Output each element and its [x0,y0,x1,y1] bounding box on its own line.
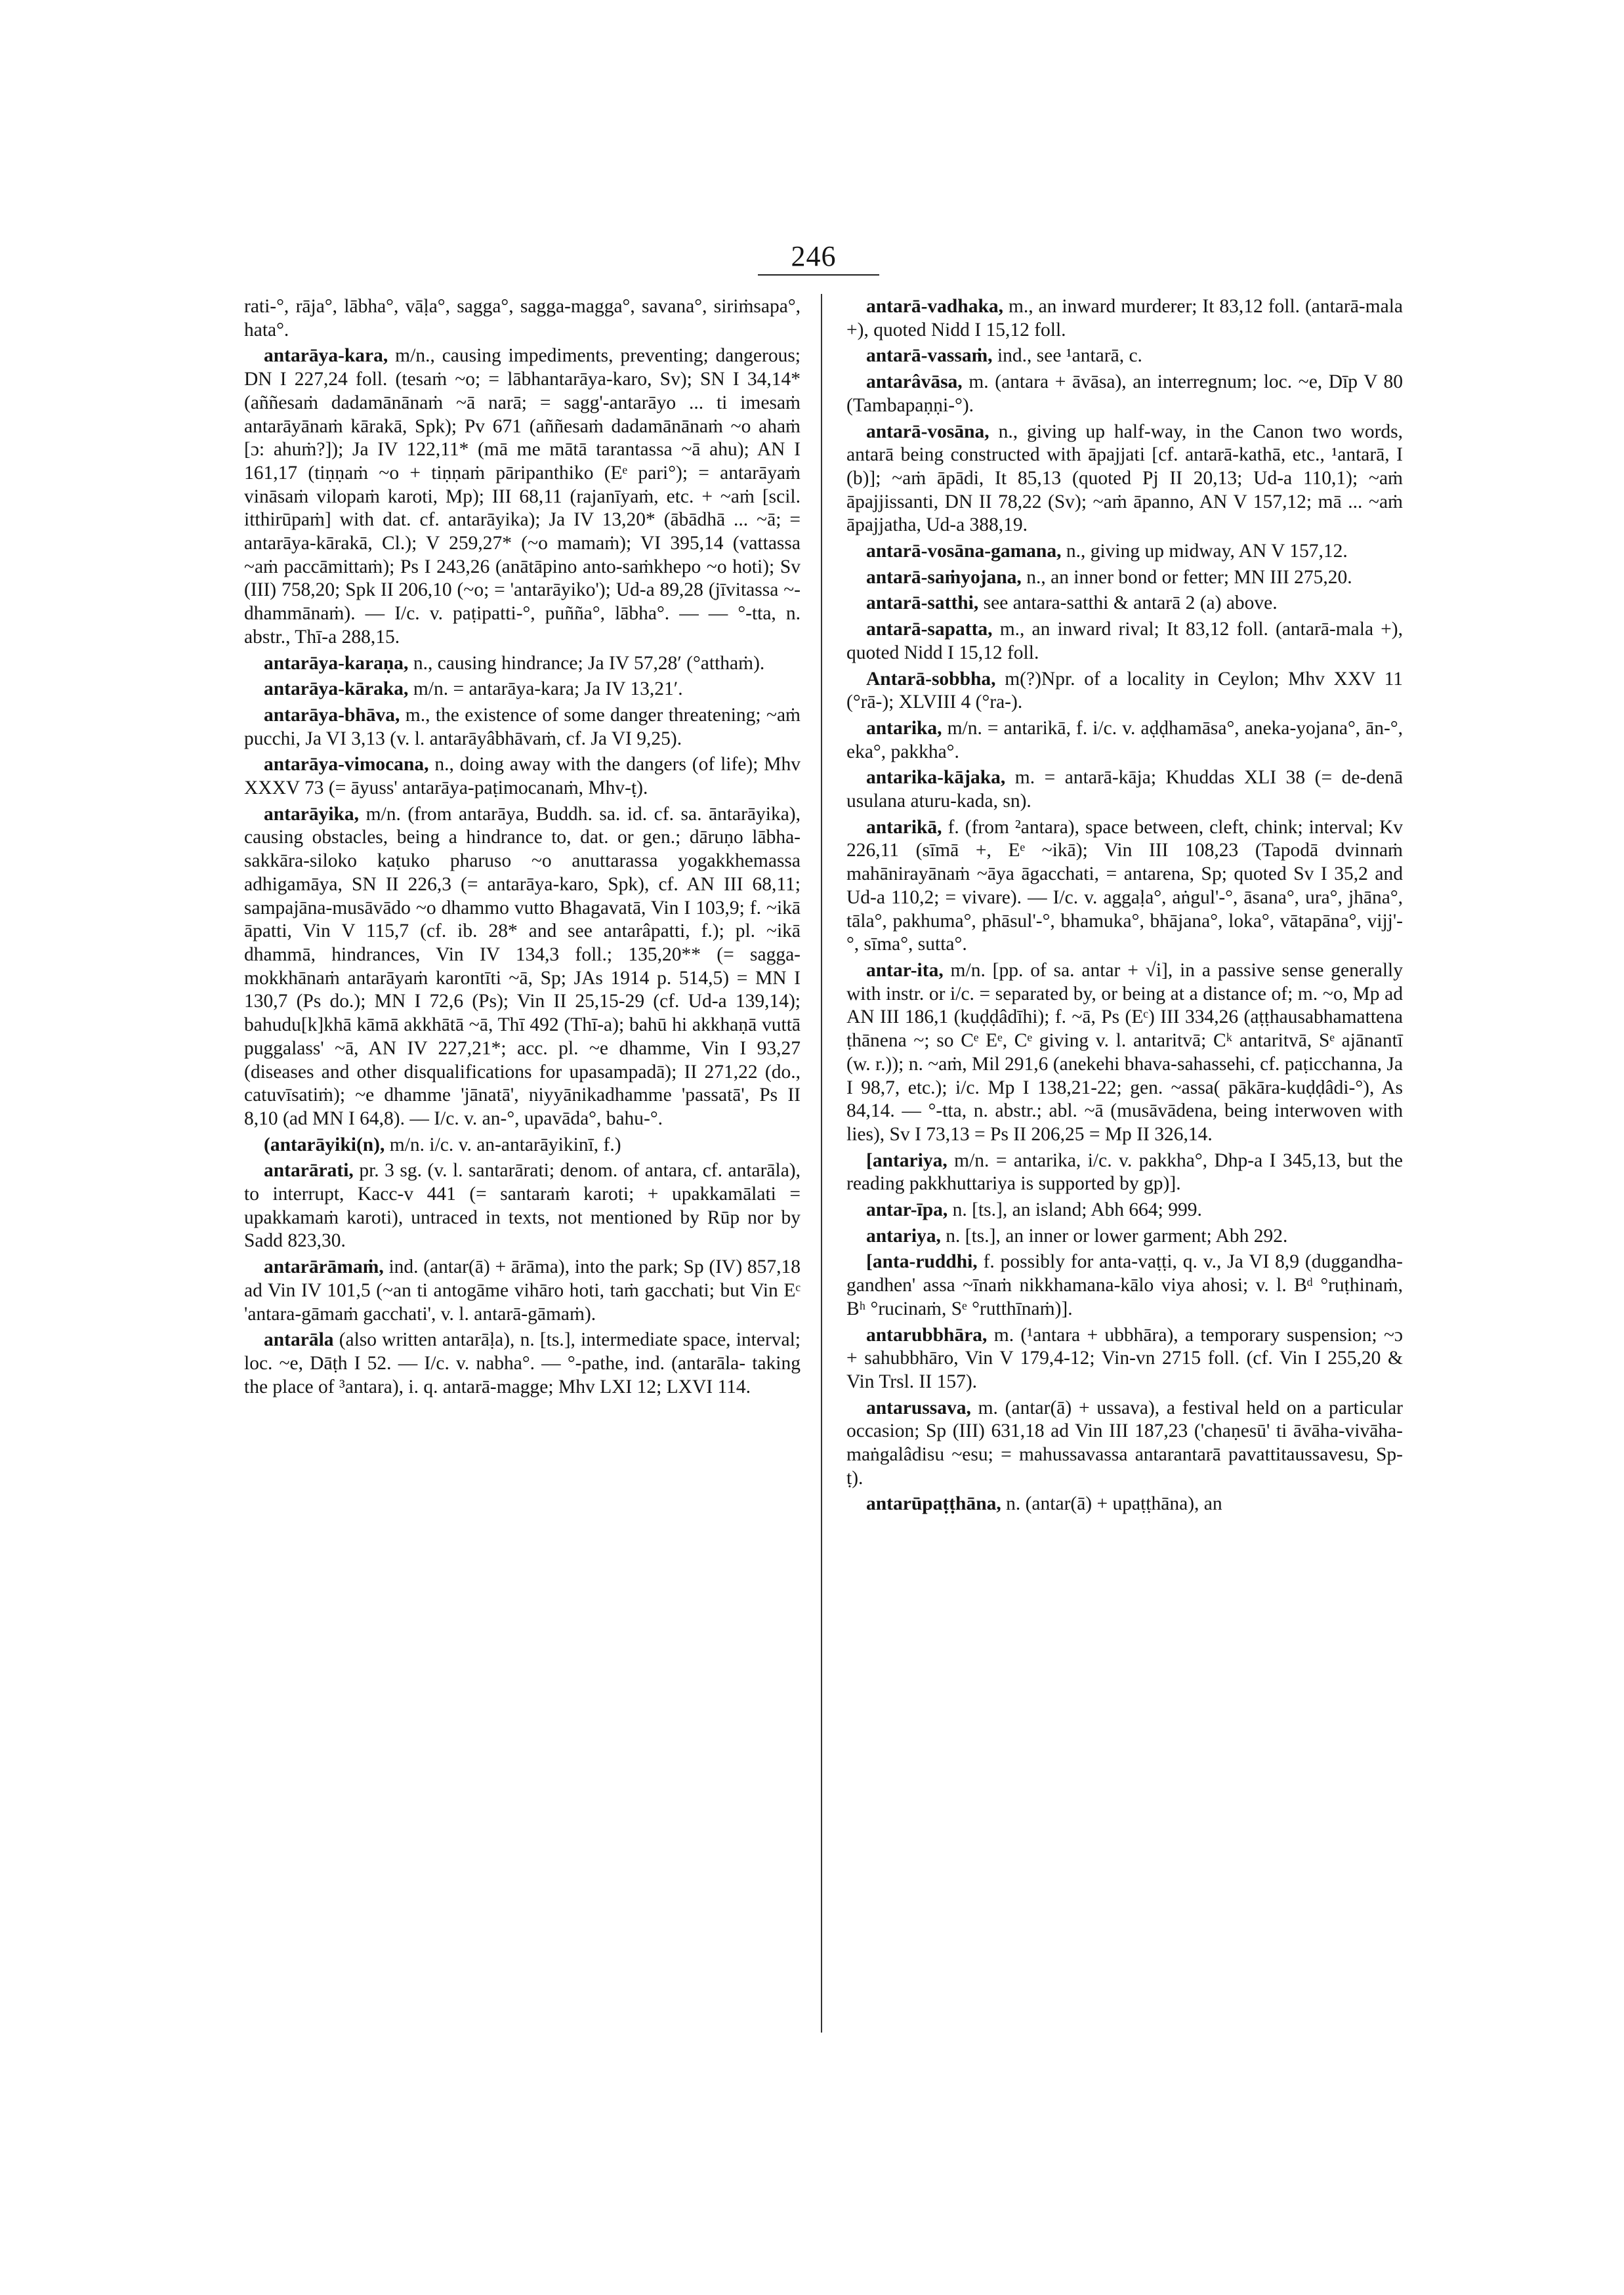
dictionary-entry-antara-vosana [846,421,1403,538]
dictionary-entry-antara-satthi [846,592,1403,615]
left-column [244,295,801,1401]
dictionary-entry-antaraya-karana [244,652,801,676]
header-rule [758,274,879,276]
entry-definition: m/n. [pp. of sa. antar + √i], in a passive sense generally with instr. or i/c. = separated by, or being at a distance of; m. ~o, Mp ad AN III 186,1 (kuḍḍâdīhi); f. ~ā, Ps (Eᶜ) III 334,26 (aṭṭhausabhamattena ṭhānena ~; so Cᵉ Eᵉ, Cᵉ giving v. l. antaritvā; Cᵏ antaritvā, Sᵉ ajānantī (w. r.)); n. ~aṁ, Mil 291,6 (anekehi bhava-sahassehi, cf. paṭicchanna, Ja I 98,7, etc.); i/c. Mp I 138,21-22; gen. ~assa( pākāra-kuḍḍâdi-°), As 84,14. — °-tta, n. abstr.; abl. ~ā (musāvādena, being interwoven with lies), Sv I 73,13 = Ps II 206,25 = Mp II 326,14. [846,959,1403,1145]
dictionary-entry-antaraya-kara [244,344,801,649]
dictionary-entry-antara-vosana-gamana [846,540,1403,564]
entry-headword: antarā-vosāna-gamana, [866,541,1062,562]
entry-headword: antar-īpa, [866,1199,948,1221]
dictionary-entry-antaraya-vimocana [244,753,801,800]
entry-headword: antarâvāsa, [866,371,963,393]
dictionary-entry-antarussava [846,1397,1403,1491]
entry-headword: antarāya-karaṇa, [264,652,409,674]
entry-headword: antarika-kājaka, [866,767,1006,789]
entry-definition: ind. (antar(ā) + ārāma), into the park; Sp (IV) 857,18 ad Vin IV 101,5 (~an ti antogāme vihāro hoti, taṁ gacchati; but Vin Eᶜ 'antara-gāmaṁ gacchati', v. l. antarā-gāmaṁ). [244,1256,801,1325]
entry-headword: Antarā-sobbha, [866,668,996,690]
entry-definition: n., giving up half-way, in the Canon two words, antarā being constructed with āpajjati [cf. antarā-kathā, etc., ¹antarā, I (b)]; ~aṁ āpādi, It 85,13 (quoted Pj II 20,13; Ud-a 110,1); ~aṁ āpajjissanti, DN II 78,22 (Sv); ~aṁ āpanno, AN V 157,12; mā ... ~aṁ āpajjatha, Ud-a 388,19. [846,421,1403,536]
entry-definition: m(?)Npr. of a locality in Ceylon; Mhv XXV 11 (°rā-); XLVIII 4 (°ra-). [846,668,1403,713]
entry-definition: m., an inward rival; It 83,12 foll. (antarā-mala +), quoted Nidd I 15,12 foll. [846,619,1403,663]
dictionary-entry-antar-ipa [846,1199,1403,1222]
entry-headword: antarāya-vimocana, [264,754,429,775]
entry-headword: (antarāyiki(n), [264,1134,385,1155]
entry-headword: antarārati, [264,1160,354,1182]
dictionary-entry-antarupatthana [846,1493,1403,1516]
dictionary-entry-antariya-n [846,1225,1403,1249]
dictionary-entry-antara-sobbha [846,668,1403,714]
entry-headword: antarāyika, [264,803,360,825]
entry-headword: antarubbhāra, [866,1324,988,1346]
entry-headword: antarāya-kara, [264,345,388,367]
dictionary-entry-antarubbhara [846,1324,1403,1394]
entry-definition: pr. 3 sg. (v. l. santarārati; denom. of antara, cf. antarāla), to interrupt, Kacc-v 441 (= santaraṁ karoti; + upakkamālati = upakkamaṁ karoti), untraced in texts, not mentioned by Rūp nor by Sadd 823,30. [244,1160,801,1252]
dictionary-entry-antarika [846,717,1403,764]
entry-headword: antarā-satthi, [866,592,979,614]
entry-definition: n., an inner bond or fetter; MN III 275,20. [1026,566,1352,588]
entry-definition: n., causing hindrance; Ja IV 57,28′ (°atthaṁ). [413,652,765,674]
entry-definition: m. (¹antara + ubbhāra), a temporary suspension; ~ɔ + sahubbhāro, Vin V 179,4-12; Vin-vn 2715 foll. (cf. Vin I 255,20 & Vin Trsl. II 157). [846,1324,1404,1392]
dictionary-entry-antara-samyojana [846,566,1403,590]
dictionary-entry-antarika-kajaka [846,766,1403,813]
entry-definition: m/n. = antarāya-kara; Ja IV 13,21′. [413,678,683,700]
dictionary-entry-antarala [244,1329,801,1399]
dictionary-entry-antaravasa [846,371,1403,417]
dictionary-entry-antarika-f [846,816,1403,957]
column-divider [821,294,822,2033]
entry-definition: m/n. = antarikā, f. i/c. v. aḍḍhamāsa°, aneka-yojana°, ān-°, eka°, pakkha°. [846,717,1403,762]
entry-headword: antarikā, [866,816,942,838]
entry-definition: (also written antarāḷa), n. [ts.], intermediate space, interval; loc. ~e, Dāṭh I 52. — I/c. v. nabha°. — °-pathe, ind. (antarāla- taking the place of ³antara), i. q. antarā-magge; Mhv LXI 12; LXVI 114. [244,1329,801,1397]
entry-definition: rati-°, rāja°, lābha°, vāḷa°, sagga°, sagga-magga°, savana°, siriṁsapa°, hata°. [244,296,801,341]
dictionary-entry-antara-vadhaka [846,295,1403,342]
entry-headword: antarārāmaṁ, [264,1256,384,1278]
entry-headword: antarā-saṁyojana, [866,566,1022,588]
entry-headword: antarā-vosāna, [866,421,989,442]
entry-definition: m., an inward murderer; It 83,12 foll. (antarā-mala +), quoted Nidd I 15,12 foll. [846,296,1403,341]
entry-definition: n. [ts.], an inner or lower garment; Abh 292. [946,1225,1288,1247]
entry-headword: antarā-vassaṁ, [866,345,993,367]
entry-definition: m/n. i/c. v. an-antarāyikinī, f.) [389,1134,621,1155]
entry-definition: m. = antarā-kāja; Khuddas XLI 38 (= de-denā usulana aturu-kada, sn). [846,767,1403,812]
entry-definition: m. (antar(ā) + ussava), a festival held on a particular occasion; Sp (III) 631,18 ad Vin III 187,23 ('chaṇesū' ti āvāha-vivāha-maṅgalâdisu ~esu; = mahussavassa antarantarā pavattitaussavesu, Sp-ṭ). [846,1397,1404,1489]
entry-headword: antarāya-bhāva, [264,704,400,726]
entry-definition: m/n., causing impediments, preventing; dangerous; DN I 227,24 foll. (tesaṁ ~o; = lābhantarāya-karo, Sv); SN I 34,14* (aññesaṁ dadamānānaṁ ~ā narā; = sagg'-antarāyo ... ti imesaṁ antarāyānaṁ kārakā, Spk); Pv 671 (aññesaṁ dadamānānaṁ ~o ahaṁ [ɔ: ahuṁ?]); Ja IV 122,11* (mā me mātā tarantassa ~ā ahu); AN I 161,17 (tiṇṇaṁ ~o + tiṇṇaṁ pāripanthiko (Eᵉ pari°); = antarāyaṁ vināsaṁ vilopaṁ karoti, Mp); III 68,11 (rajanīyaṁ, etc. + ~aṁ [scil. itthirūpaṁ] with dat. cf. antarāyika); Ja IV 13,20* (ābādhā ... ~ā; = antarāya-kārakā, Cl.); V 259,27* (~o mamaṁ); VI 395,14 (vattassa ~aṁ paccāmittaṁ); Ps I 243,26 (anātāpino anto-saṁkhepo ~o hoti); Sv (III) 758,20; Spk II 206,10 (~o; = 'antarāyiko'); Ud-a 89,28 (jīvitassa ~-dhammānaṁ). — I/c. v. paṭipatti-°, puñña°, lābha°. — — °-tta, n. abstr., Thī-a 288,15. [244,345,801,648]
entry-definition: see antara-satthi & antarā 2 (a) above. [983,592,1278,614]
entry-definition: f. (from ²antara), space between, cleft, chink; interval; Kv 226,11 (sīmā +, Eᵉ ~ikā); Vin III 108,23 (Tapodā dvinnaṁ mahānirayānaṁ ~āya āgacchati, = antarena, Sp; quoted Sv I 35,2 and Ud-a 110,2; = vivare). — I/c. v. aggaḷa°, aṅgul'-°, āsana°, ura°, jhāna°, tāla°, pakhuma°, phāsul'-°, bhamuka°, bhājana°, loka°, vātapāna°, vijj'-°, sīma°, sutta°. [846,816,1403,955]
entry-headword: antarūpaṭṭhāna, [866,1493,1001,1515]
entry-headword: antarussava, [866,1397,971,1418]
dictionary-entry-antariya-bracket [846,1149,1403,1196]
entry-headword: antariya, [866,1225,941,1247]
entry-headword: antarā-sapatta, [866,619,993,640]
entry-headword: antarāya-kāraka, [264,678,409,700]
entry-definition: m/n. (from antarāya, Buddh. sa. id. cf. sa. āntarāyika), causing obstacles, being a hindrance to, dat. or gen.; dāruṇo lābha-sakkāra-siloko kaṭuko pharuso ~o anuttarassa yogakkhemassa adhigamāya, SN II 226,3 (= antarāya-karo, Spk), cf. AN III 68,11; sampajāna-musāvādo ~o dhammo vutto Bhagavatā, Vin I 103,9; f. ~ikā āpatti, Vin V 115,7 (cf. ib. 28* and see antarâpatti, f.); pl. ~ikā dhammā, hindrances, Vin IV 134,3 foll.; 135,20** (= sagga-mokkhānaṁ antarāyaṁ karontīti ~ā, Sp; JAs 1914 p. 514,5) = MN I 130,7 (Ps do.); MN I 72,6 (Ps); Vin II 25,15-29 (cf. Ud-a 139,14); bahudu[k]khā kāmā akkhātā ~ā, Thī 492 (Thī-a); bahū hi akkhaṇā vuttā puggalass' ~ā, AN IV 227,21*; acc. pl. ~e dhamme, Vin I 93,27 (diseases and other disqualifications for upasampadā); II 271,22 (do., catuvīsatiṁ); ~e dhamme 'jānatā', niyyānikadhamme 'passatā', Ps II 8,10 (ad MN I 64,8). — I/c. v. an-°, upavāda°, bahu-°. [244,803,801,1129]
dictionary-entry-antara-vassam [846,344,1403,368]
dictionary-entry-antararati [244,1159,801,1253]
dictionary-entry-antarayikin [244,1134,801,1157]
entry-definition: n., giving up midway, AN V 157,12. [1066,541,1348,562]
entry-headword: antarā-vadhaka, [866,296,1003,317]
dictionary-entry-antara-sapatta [846,618,1403,665]
entry-definition: ind., see ¹antarā, c. [997,345,1142,367]
dictionary-entry-antaraya-bhava [244,704,801,751]
entry-definition: m. (antara + āvāsa), an interregnum; loc. ~e, Dīp V 80 (Tambapaṇṇi-°). [846,371,1404,416]
entry-definition: n. [ts.], an island; Abh 664; 999. [952,1199,1202,1221]
dictionary-entry-antar-ita [846,959,1403,1147]
entry-definition: n. (antar(ā) + upaṭṭhāna), an [1006,1493,1222,1515]
entry-headword: antarāla [264,1329,334,1351]
entry-headword: [anta-ruddhi, [866,1251,978,1273]
dictionary-entry-antarayika [244,803,801,1131]
entry-headword: antar-ita, [866,959,944,981]
right-column [846,295,1403,1519]
entry-headword: [antariya, [866,1149,947,1171]
dictionary-entry-antararamam [244,1256,801,1326]
entry-definition: f. possibly for anta-vaṭṭi, q. v., Ja VI 8,9 (duggandha-gandhen' assa ~īnaṁ nikkhamana-kālo viya ahosi; v. l. Bᵈ °ruṭhinaṁ, Bʰ °rucinaṁ, Sᵉ °rutthīnaṁ)]. [846,1251,1404,1319]
page-number: 246 [791,240,837,272]
dictionary-entry-anta-ruddhi [846,1251,1403,1321]
entry-definition: m., the existence of some danger threatening; ~aṁ pucchi, Ja VI 3,13 (v. l. antarāyâbhāvaṁ, cf. Ja VI 9,25). [244,704,801,749]
dictionary-entry-antaraya-karaka [244,678,801,701]
entry-definition: n., doing away with the dangers (of life); Mhv XXXV 73 (= āyuss' antarāya-paṭimocanaṁ, Mhv-ṭ). [244,754,801,799]
dictionary-entry-cont [244,295,801,342]
entry-definition: m/n. = antarika, i/c. v. pakkha°, Dhp-a I 345,13, but the reading pakkhuttariya is supported by gp)]. [846,1149,1403,1195]
entry-headword: antarika, [866,717,942,739]
